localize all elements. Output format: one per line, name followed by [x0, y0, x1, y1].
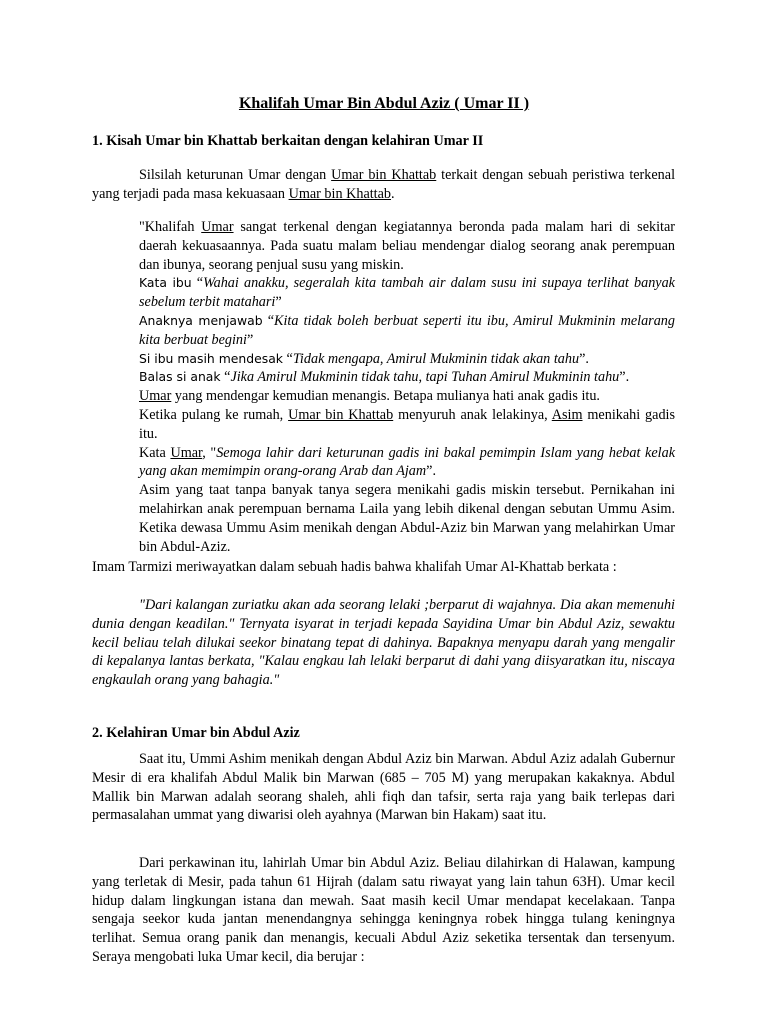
dialogue-line: Anaknya menjawab “Kita tidak boleh berbuat seperti itu ibu, Amirul Mukminin melarang kita berbuat begini”: [139, 312, 675, 348]
story-line: Asim yang taat tanpa banyak tanya segera menikahi gadis miskin tersebut. Pernikahan ini melahirkan anak perempuan bernama Laila yang lebih dikenal dengan sebutan Ummu Asim. Ketika dewasa Ummu Asim menikah dengan Abdul-Aziz bin Marwan yang melahirkan Umar bin Abdul-Aziz.: [139, 482, 675, 555]
dialogue-line: Balas si anak “Jika Amirul Mukminin tidak tahu, tapi Tuhan Amirul Mukminin tahu”.: [139, 369, 630, 386]
dialogue-line: Si ibu masih mendesak “Tidak mengapa, Amirul Mukminin tidak akan tahu”.: [139, 350, 589, 367]
document-title: Khalifah Umar Bin Abdul Aziz ( Umar II ): [238, 95, 530, 112]
umar-bin-khattab-link[interactable]: Umar bin Khattab: [288, 185, 392, 202]
section-2-heading: 2. Kelahiran Umar bin Abdul Aziz: [92, 725, 300, 741]
tarmizi-paragraph: Imam Tarmizi meriwayatkan dalam sebuah hadis bahwa khalifah Umar Al-Khattab berkata :: [92, 559, 617, 575]
umar-bin-khattab-link[interactable]: Umar bin Khattab: [331, 167, 437, 183]
section-1-intro: Silsilah keturunan Umar dengan Umar bin Khattab terkait dengan sebuah peristiwa terkenal yang terjadi pada masa kekuasaan Umar bin Khattab.: [92, 167, 676, 202]
section-2-paragraph-1: Saat itu, Ummi Ashim menikah dengan Abdul Aziz bin Marwan. Abdul Aziz adalah Gubernur Mesir di era khalifah Abdul Malik bin Marwan (685 – 705 M) yang merupakan kakaknya. Abdul Mallik bin Marwan adalah seorang shaleh, ahli fiqh dan tafsir, serta raja yang baik terlepas dari permasalahan ummat yang diwarisi oleh ayahnya (Marwan bin Hakam) saat itu.: [92, 751, 675, 824]
section-1-heading: 1. Kisah Umar bin Khattab berkaitan dengan kelahiran Umar II: [92, 133, 484, 149]
dialogue-line: Kata ibu “Wahai anakku, segeralah kita tambah air dalam susu ini supaya terlihat banyak sebelum terbit matahari”: [139, 275, 675, 311]
story-line: Umar yang mendengar kemudian menangis. Betapa mulianya hati anak gadis itu.: [139, 388, 600, 405]
section-2-paragraph-2: Dari perkawinan itu, lahirlah Umar bin Abdul Aziz. Beliau dilahirkan di Halawan, kampung yang terletak di Mesir, pada tahun 61 Hijrah (dalam satu riwayat yang lain tahun 63H). Umar kecil hidup dalam lingkungan istana dan mewah. Saat masih kecil Umar mendapat kecelakaan. Tanpa sengaja seekor kuda jantan menendangnya sehingga keningnya robek hingga tulang keningnya terlihat. Semua orang panik dan menangis, kecuali Abdul Aziz seketika tersentak dan tersenyum. Seraya mengobati luka Umar kecil, dia berujar :: [92, 855, 675, 965]
umar-link[interactable]: Umar: [139, 388, 172, 405]
asim-link[interactable]: Asim: [551, 406, 583, 423]
story-line: Kata Umar, "Semoga lahir dari keturunan gadis ini bakal pemimpin Islam yang hebat kelak yang akan memimpin orang-orang Arab dan Ajam”.: [139, 444, 675, 480]
umar-link[interactable]: Umar: [170, 444, 203, 461]
hadith-quote: "Dari kalangan zuriatku akan ada seorang lelaki ;berparut di wajahnya. Dia akan memenuhi dunia dengan keadilan." Ternyata isyarat in terjadi kepada Sayidina Umar bin Abdul Aziz, sewaktu kecil beliau telah dilukai seekor binatang tepat di dahinya. Bapaknya menyapu darah yang mengalir di kepalanya lantas berkata, "Kalau engkau lah lelaki berparut di dahi yang diisyaratkan itu, niscaya engkaulah orang yang bahagia.": [92, 597, 675, 689]
story-quote: [139, 218, 675, 556]
story-paragraph: "Khalifah Umar sangat terkenal dengan kegiatannya beronda pada malam hari di sekitar daerah kekuasaannya. Pada suatu malam beliau mendengar dialog seorang anak perempuan dan ibunya, seorang penjual susu yang miskin.: [139, 219, 675, 273]
story-line: Ketika pulang ke rumah, Umar bin Khattab menyuruh anak lelakinya, Asim menikahi gadis itu.: [139, 406, 675, 442]
umar-link[interactable]: Umar: [201, 219, 234, 235]
umar-bin-khattab-link[interactable]: Umar bin Khattab: [288, 406, 394, 423]
